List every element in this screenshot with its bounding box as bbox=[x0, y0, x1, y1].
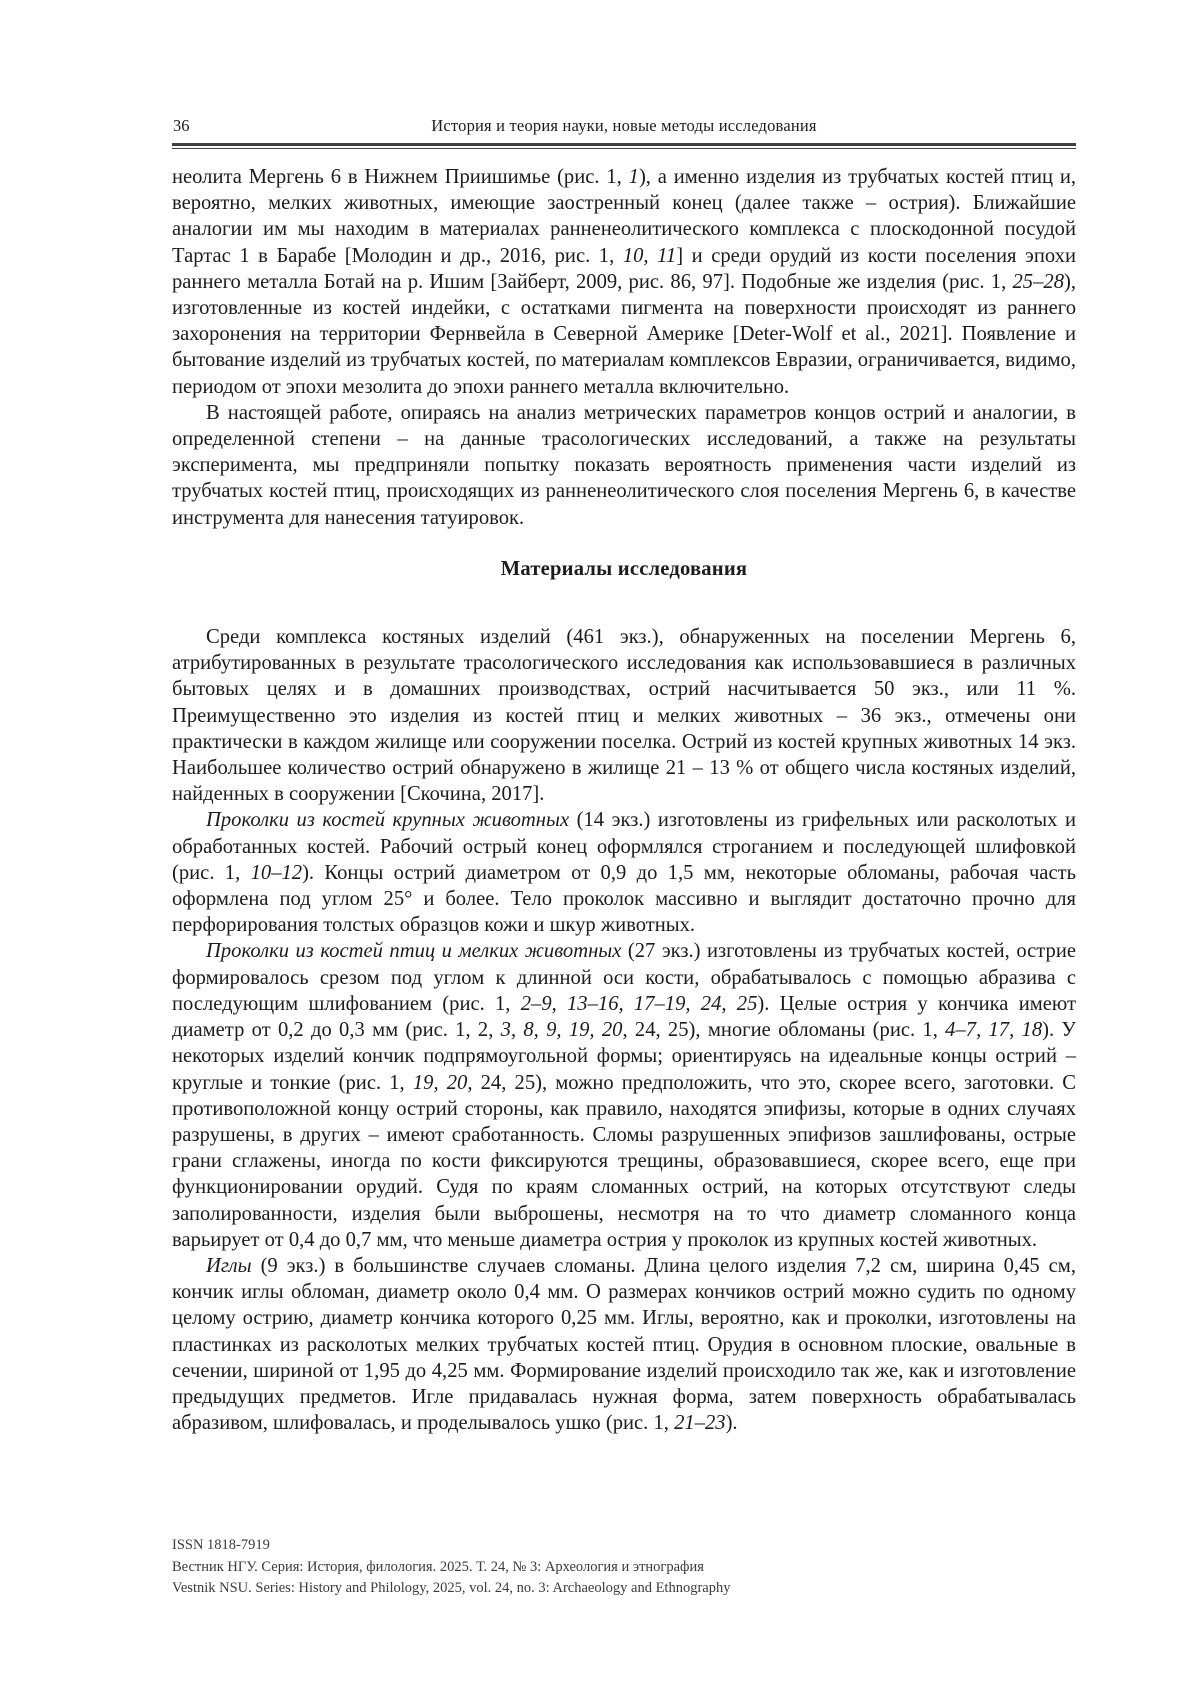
italic-text-segment: 10, 11 bbox=[622, 244, 677, 267]
italic-text-segment: Иглы bbox=[206, 1254, 252, 1277]
text-segment: (9 экз.) в большинстве случаев сломаны. Длина целого изделия 7,2 см, ширина 0,45 см, кончик иглы обломан, диаметр около 0,4 мм. О размерах кончиков острий можно судить по одному целому острию, диаметр кончика которого 0,25 мм. Иглы, вероятно, как и проколки, изготовлены на пластинках из расколотых мелких трубчатых костей птиц. Орудия в основном плоские, овальные в сечении, шириной от 1,95 до 4,25 мм. Формирование изделий происходило так же, как и изготовление предыдущих предметов. Игле придавалась нужная форма, затем поверхность обрабатывалась абразивом, шлифовалась, и проделывалось ушко (рис. 1, bbox=[172, 1254, 1076, 1435]
header-rule-divider bbox=[172, 143, 1076, 149]
paragraph bbox=[172, 164, 1076, 400]
text-segment: ). bbox=[725, 1412, 738, 1435]
text-segment: Среди комплекса костяных изделий (461 экз.), обнаруженных на поселении Мергень 6, атрибутированных в результате трасологического исследования как использовавшиеся в различных бытовых целях и в домашних производствах, острий насчитывается 50 экз., или 11 %. Преимущественно это изделия из костей птиц и мелких животных – 36 экз., отмечены они практически в каждом жилище или сооружении поселка. Острий из костей крупных животных 14 экз. Наибольшее количество острий обнаружено в жилище 21 – 13 % от общего числа костяных изделий, найденных в сооружении [Скочина, 2017]. bbox=[172, 626, 1076, 806]
paragraph bbox=[172, 400, 1076, 531]
italic-text-segment: 4–7, 17, 18 bbox=[945, 1019, 1043, 1042]
text-segment: ). Концы острий диаметром от 0,9 до 1,5 мм, некоторые обломаны, рабочая часть оформлена под углом 25° и более. Тело проколок массивно и выглядит достаточно прочно для перфорирования толстых образцов кожи и шкур животных. bbox=[172, 861, 1076, 937]
page-number: 36 bbox=[173, 116, 190, 135]
text-segment: , 24, 25), можно предположить, что это, скорее всего, заготовки. С противоположной концу острий стороны, как правило, находятся эпифизы, которые в одних случаях разрушены, в других – имеют сработанность. Сломы разрушенных эпифизов зашлифованы, острые грани сглажены, иногда по кости фиксируются трещины, образовавшиеся, скорее всего, еще при функционировании орудий. Судя по краям сломанных острий, на которых отсутствуют следы заполированности, изделия были выброшены, несмотря на то что диаметр сломанного конца варьирует от 0,4 до 0,7 мм, что меньше диаметра острия у проколок из крупных костей животных. bbox=[172, 1071, 1076, 1251]
italic-text-segment: 19, 20 bbox=[412, 1071, 468, 1094]
italic-text-segment: Проколки из костей птиц и мелких животных bbox=[206, 940, 622, 963]
italic-text-segment: 2–9, 13–16, 17–19, 24, 25 bbox=[520, 992, 758, 1015]
text-segment: ). Целые острия у кончика имеют диаметр от 0,2 до 0,3 мм (рис. 1, 2, bbox=[172, 992, 1076, 1042]
text-segment: ), изготовленные из костей индейки, с остатками пигмента на поверхности происходят из раннего захоронения на территории Фернвейла в Северной Америке [Deter-Wolf et al., 2021]. Появление и бытование изделий из трубчатых костей, по материалам комплексов Евразии, ограничивается, видимо, периодом от эпохи мезолита до эпохи раннего металла включительно. bbox=[172, 270, 1076, 398]
paragraph bbox=[172, 807, 1076, 938]
article-body bbox=[172, 164, 1076, 1436]
text-segment: , 24, 25), многие обломаны (рис. 1, bbox=[622, 1019, 946, 1042]
running-header bbox=[172, 114, 1076, 137]
section-heading: Материалы исследования bbox=[500, 557, 748, 580]
text-segment: (27 экз.) изготовлены из трубчатых костей, острие формировалось срезом под углом к длинной оси кости, обрабатывалось с помощью абразива с последующим шлифованием (рис. 1, bbox=[172, 940, 1076, 1015]
italic-text-segment: Проколки из костей крупных животных bbox=[206, 809, 570, 832]
paragraph bbox=[172, 938, 1076, 1252]
italic-text-segment: 3, 8, 9, 19, 20 bbox=[500, 1019, 623, 1042]
italic-text-segment: 21–23 bbox=[674, 1412, 726, 1435]
running-title: История и теория науки, новые методы исследования bbox=[431, 116, 817, 135]
italic-text-segment: 25–28 bbox=[1012, 270, 1064, 293]
italic-text-segment: 1 bbox=[628, 166, 639, 188]
footer-journal-en: Vestnik NSU. Series: History and Philology, 2025, vol. 24, no. 3: Archaeology and Ethnography bbox=[172, 1580, 731, 1596]
italic-text-segment: 10–12 bbox=[250, 861, 303, 884]
text-segment: ). У некоторых изделий кончик подпрямоугольной формы; ориентируясь на идеальные концы острий – круглые и тонкие (рис. 1, bbox=[172, 1019, 1076, 1094]
footer-journal-ru: Вестник НГУ. Серия: История, филология. 2025. Т. 24, № 3: Археология и этнография bbox=[172, 1558, 704, 1575]
text-segment: неолита Мергень 6 в Нижнем Приишимье (рис. 1, bbox=[172, 166, 629, 188]
page-content bbox=[172, 0, 1076, 1436]
paragraph bbox=[172, 624, 1076, 807]
page-footer bbox=[172, 1535, 1076, 1600]
text-segment: (14 экз.) изготовлены из грифельных или расколотых и обработанных костей. Рабочий острый конец оформлялся строганием и последующей шлифовкой (рис. 1, bbox=[172, 809, 1076, 884]
footer-issn: ISSN 1818-7919 bbox=[172, 1537, 270, 1553]
text-segment: ), а именно изделия из трубчатых костей птиц и, вероятно, мелких животных, имеющие заостренный конец (далее также – острия). Ближайшие аналогии им мы находим в материалах ранненеолитического комплекса с плоскодонной посудой Тартас 1 в Барабе [Молодин и др., 2016, рис. 1, bbox=[172, 166, 1076, 267]
text-segment: В настоящей работе, опираясь на анализ метрических параметров концов острий и аналогии, в определенной степени – на данные трасологических исследований, а также на результаты эксперимента, мы предприняли попытку показать вероятность применения части изделий из трубчатых костей птиц, происходящих из ранненеолитического слоя поселения Мергень 6, в качестве инструмента для нанесения татуировок. bbox=[172, 401, 1076, 529]
paragraph bbox=[172, 1253, 1076, 1436]
text-segment: ] и среди орудий из кости поселения эпохи раннего металла Ботай на р. Ишим [Зайберт, 2009, рис. 86, 97]. Подобные же изделия (рис. 1, bbox=[172, 244, 1077, 293]
